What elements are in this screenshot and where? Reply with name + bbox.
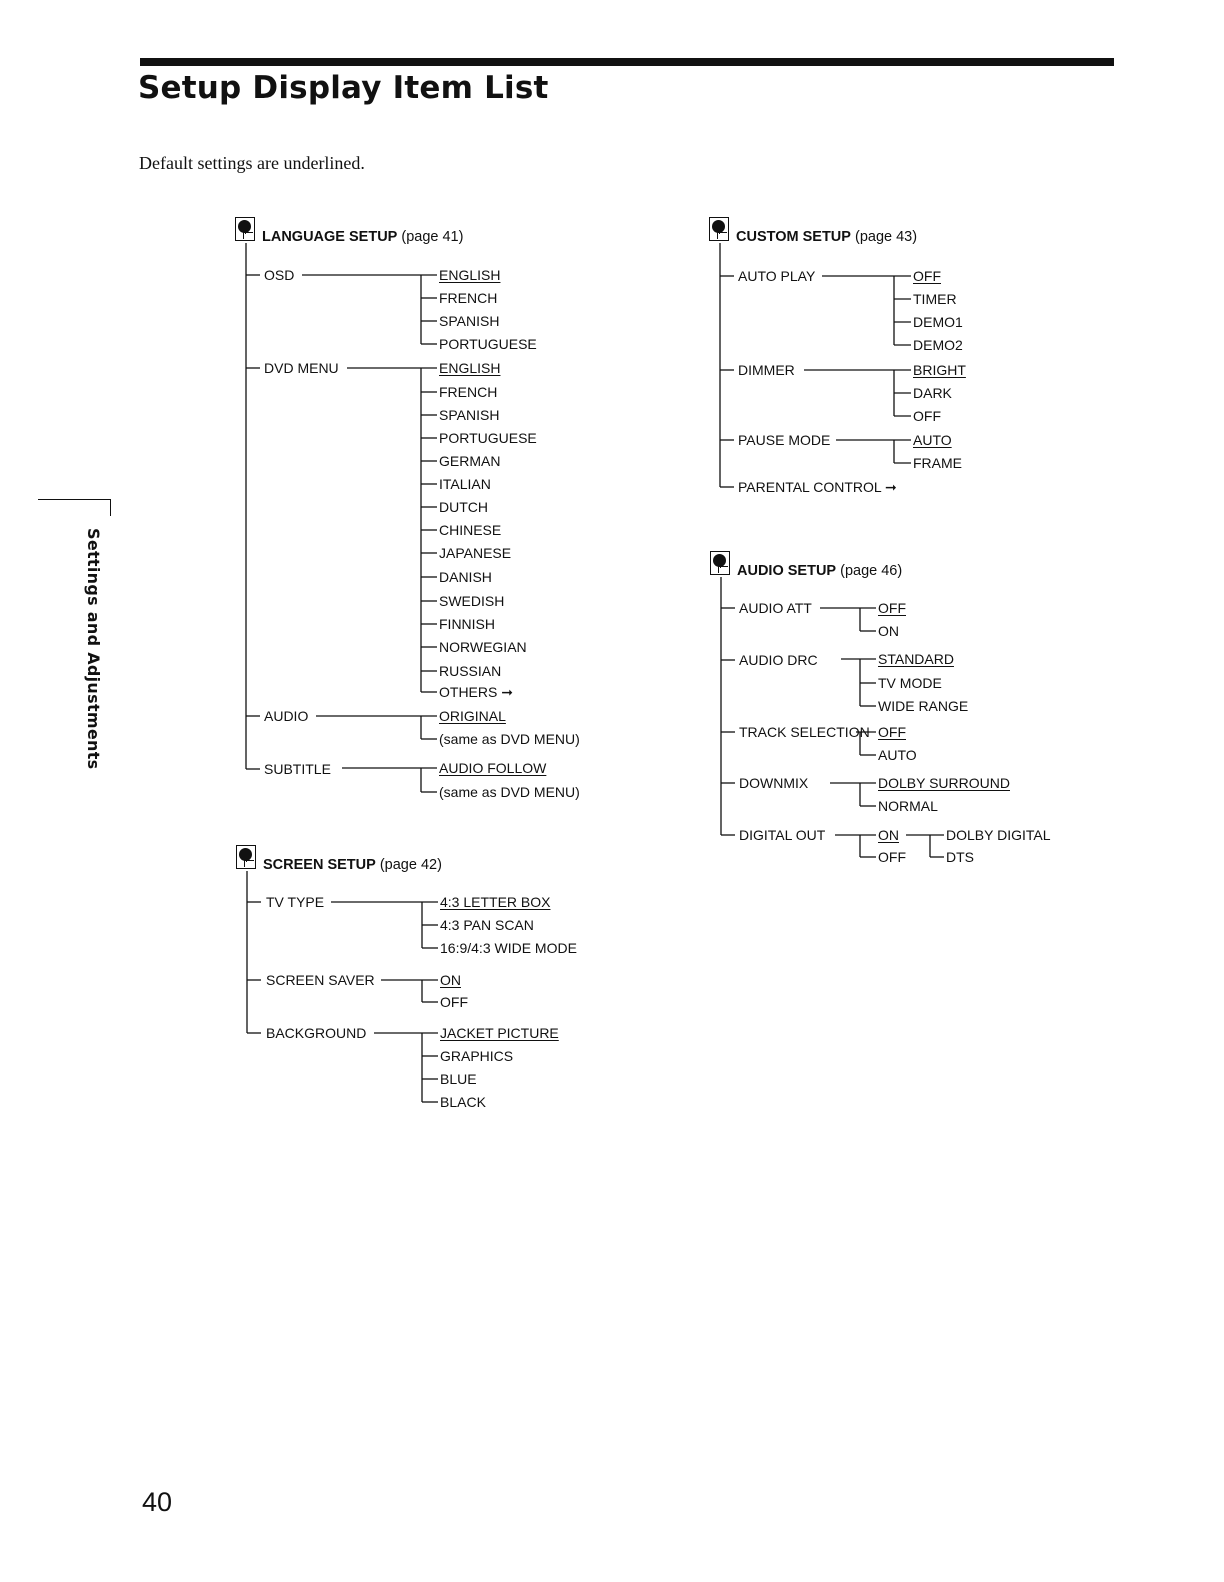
audio-setup-item-label: DIGITAL OUT — [739, 827, 826, 843]
audio-setup-item-label: AUDIO DRC — [739, 652, 818, 668]
screen-setup-option: BLUE — [440, 1071, 477, 1087]
language-setup-page-ref: (page 41) — [401, 229, 464, 245]
custom-setup-option: AUTO — [913, 432, 952, 448]
language-setup-option: ENGLISH — [439, 267, 501, 283]
audio-setup-option: WIDE RANGE — [878, 698, 969, 714]
screen-setup-option: BLACK — [440, 1094, 486, 1110]
custom-setup-option: BRIGHT — [913, 362, 966, 378]
digital-out-sub-option: DTS — [946, 849, 974, 865]
audio-setup-item-label: DOWNMIX — [739, 775, 809, 791]
screen-setup-header — [263, 856, 442, 874]
language-setup-option: DANISH — [439, 569, 492, 585]
custom-setup-item-label: PARENTAL CONTROL ➞ — [738, 479, 897, 495]
audio-setup-option: OFF — [878, 849, 906, 865]
custom-setup-icon — [709, 217, 729, 241]
audio-setup-option: TV MODE — [878, 675, 942, 691]
custom-setup-option: FRAME — [913, 455, 962, 471]
language-setup-option: DUTCH — [439, 499, 488, 515]
audio-setup-option: ON — [878, 623, 899, 639]
language-setup-header — [262, 228, 463, 246]
language-setup-option: (same as DVD MENU) — [439, 784, 580, 800]
screen-setup-item-label: BACKGROUND — [266, 1025, 367, 1041]
language-setup-option: RUSSIAN — [439, 663, 502, 679]
language-setup-item-label: SUBTITLE — [264, 761, 331, 777]
audio-setup-option: ON — [878, 827, 899, 843]
screen-setup-option: 4:3 LETTER BOX — [440, 894, 551, 910]
screen-setup-option: OFF — [440, 994, 468, 1010]
custom-setup-header — [736, 228, 917, 246]
language-setup-option: SWEDISH — [439, 593, 505, 609]
audio-setup-icon — [710, 551, 730, 575]
page-number: 40 — [142, 1487, 173, 1517]
audio-setup-page-ref: (page 46) — [840, 563, 903, 579]
audio-setup-option: NORMAL — [878, 798, 938, 814]
audio-setup-title: AUDIO SETUP — [737, 563, 837, 579]
custom-setup-option: OFF — [913, 408, 941, 424]
language-setup-title: LANGUAGE SETUP — [262, 229, 398, 245]
language-setup-item-label: OSD — [264, 267, 295, 283]
screen-setup-item-label: TV TYPE — [266, 894, 325, 910]
screen-setup-page-ref: (page 42) — [379, 857, 442, 873]
language-setup-option: FRENCH — [439, 384, 498, 400]
language-setup-option: SPANISH — [439, 407, 500, 423]
custom-setup-option: OFF — [913, 268, 941, 284]
language-setup-option: NORWEGIAN — [439, 639, 527, 655]
language-setup-item-label: AUDIO — [264, 708, 309, 724]
digital-out-sub-option: DOLBY DIGITAL — [946, 827, 1051, 843]
screen-setup-item-label: SCREEN SAVER — [266, 972, 375, 988]
language-setup-option: FINNISH — [439, 616, 495, 632]
screen-setup-option: GRAPHICS — [440, 1048, 514, 1064]
custom-setup-item-label: AUTO PLAY — [738, 268, 816, 284]
audio-setup-item-label: AUDIO ATT — [739, 600, 812, 616]
audio-setup-item-label: TRACK SELECTION — [739, 724, 870, 740]
language-setup-option: CHINESE — [439, 522, 502, 538]
screen-setup-title: SCREEN SETUP — [263, 857, 376, 873]
language-setup-option: (same as DVD MENU) — [439, 731, 580, 747]
custom-setup-option: TIMER — [913, 291, 957, 307]
language-setup-option: GERMAN — [439, 453, 501, 469]
screen-setup-option: JACKET PICTURE — [440, 1025, 559, 1041]
screen-setup-icon — [236, 845, 256, 869]
screen-setup-option: 16:9/4:3 WIDE MODE — [440, 940, 577, 956]
audio-setup-header — [737, 562, 902, 580]
language-setup-option: OTHERS ➞ — [439, 684, 513, 700]
language-setup-option: ITALIAN — [439, 476, 491, 492]
audio-setup-option: OFF — [878, 724, 906, 740]
language-setup-option: SPANISH — [439, 313, 500, 329]
language-setup-item-label: DVD MENU — [264, 360, 339, 376]
page-title: Setup Display Item List — [138, 70, 549, 106]
language-setup-option: ENGLISH — [439, 360, 501, 376]
screen-setup-option: ON — [440, 972, 461, 988]
language-setup-option: JAPANESE — [439, 545, 512, 561]
language-setup-icon — [235, 217, 255, 241]
audio-setup-option: DOLBY SURROUND — [878, 775, 1010, 791]
screen-setup-option: 4:3 PAN SCAN — [440, 917, 534, 933]
language-setup-option: PORTUGUESE — [439, 430, 537, 446]
audio-setup-option: AUTO — [878, 747, 917, 763]
custom-setup-page-ref: (page 43) — [854, 229, 918, 245]
audio-setup-option: STANDARD — [878, 651, 954, 667]
custom-setup-option: DEMO2 — [913, 337, 963, 353]
custom-setup-option: DEMO1 — [913, 314, 963, 330]
audio-setup-option: OFF — [878, 600, 906, 616]
language-setup-option: AUDIO FOLLOW — [439, 760, 547, 776]
custom-setup-item-label: DIMMER — [738, 362, 795, 378]
language-setup-option: ORIGINAL — [439, 708, 506, 724]
default-settings-note: Default settings are underlined. — [139, 153, 365, 173]
custom-setup-option: DARK — [913, 385, 952, 401]
language-setup-option: PORTUGUESE — [439, 336, 537, 352]
language-setup-option: FRENCH — [439, 290, 498, 306]
side-section-label: Settings and Adjustments — [84, 528, 103, 770]
custom-setup-title: CUSTOM SETUP — [736, 229, 851, 245]
custom-setup-item-label: PAUSE MODE — [738, 432, 831, 448]
